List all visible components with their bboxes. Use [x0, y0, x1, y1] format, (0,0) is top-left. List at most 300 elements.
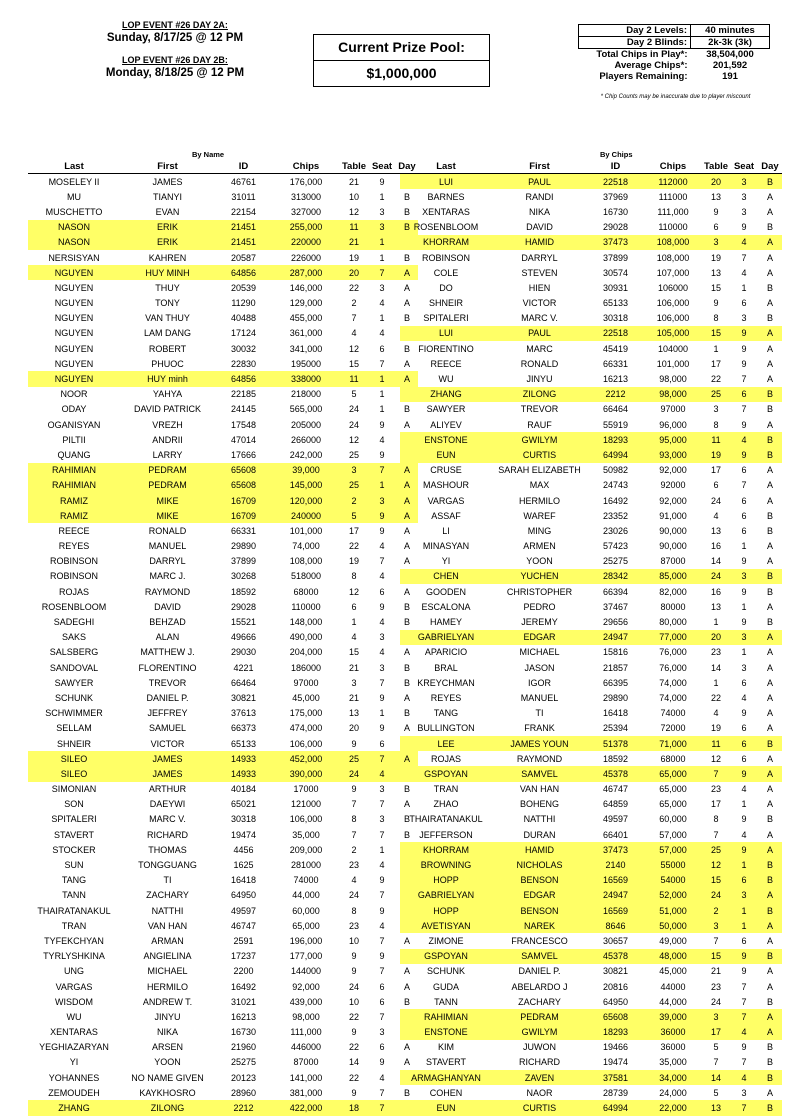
cell-table: 23 — [710, 981, 721, 992]
cell-table: 22 — [348, 541, 359, 552]
cell-last: NASON — [28, 235, 120, 250]
cell-chips: 92,000 — [292, 981, 320, 992]
player-row — [28, 888, 418, 903]
cell-seat: 9 — [741, 1042, 747, 1053]
player-row — [28, 782, 418, 797]
cell-first: ARMEN — [523, 541, 556, 552]
cell-chips: 72000 — [660, 723, 686, 734]
cell-id: 16213 — [602, 374, 629, 385]
cell-seat: 9 — [379, 1057, 385, 1068]
cell-last: SALSBERG — [49, 647, 99, 658]
cell-last: GABRIELYAN — [400, 888, 492, 903]
cell-id: 46747 — [230, 920, 257, 931]
cell-id: 64950 — [602, 996, 629, 1007]
player-row — [400, 675, 782, 690]
cell-id: 24145 — [230, 404, 257, 415]
cell-first: JAMES — [120, 766, 215, 781]
cell-last: THAIRATANAKUL — [409, 814, 483, 825]
cell-table: 4 — [713, 510, 719, 521]
cell-chips: 55000 — [644, 857, 702, 872]
cell-day: A — [766, 480, 773, 491]
player-row — [400, 614, 782, 629]
player-row — [28, 660, 418, 675]
column-header: Day — [758, 160, 782, 174]
cell-chips: 220000 — [272, 235, 340, 250]
cell-seat: 6 — [379, 586, 385, 597]
player-row — [28, 371, 418, 386]
cell-seat: 6 — [741, 677, 747, 688]
cell-table: 25 — [340, 751, 368, 766]
cell-seat: 3 — [379, 1027, 385, 1038]
cell-day: A — [766, 708, 773, 719]
cell-first: TI — [535, 708, 544, 719]
cell-chips: 565,000 — [289, 404, 323, 415]
cell-day: A — [766, 206, 773, 217]
player-row — [400, 736, 782, 751]
cell-id: 46747 — [602, 784, 629, 795]
cell-first: VAN HAN — [147, 920, 188, 931]
cell-chips: 74,000 — [659, 677, 687, 688]
cell-chips: 50,000 — [644, 918, 702, 933]
cell-seat: 6 — [741, 753, 747, 764]
cell-chips: 255,000 — [272, 220, 340, 235]
cell-table: 12 — [348, 343, 359, 354]
cell-id: 30574 — [602, 267, 629, 278]
cell-first: MING — [527, 525, 552, 536]
cell-id: 19474 — [602, 1057, 629, 1068]
cell-last: EUN — [400, 447, 492, 462]
cell-table: 15 — [702, 326, 730, 341]
cell-table: 8 — [351, 814, 357, 825]
cell-day: B — [766, 617, 773, 628]
cell-last: NGUYEN — [54, 313, 94, 324]
cell-seat: 4 — [730, 432, 758, 447]
cell-last: ASSAF — [431, 510, 461, 521]
cell-table: 24 — [702, 888, 730, 903]
cell-first: MAX — [529, 480, 550, 491]
cell-first: MICHAEL — [147, 966, 188, 977]
cell-id: 22185 — [230, 389, 257, 400]
cell-id: 64856 — [215, 371, 272, 386]
cell-last: SHNEIR — [428, 298, 463, 309]
cell-last: APARICIO — [424, 647, 468, 658]
cell-seat: 4 — [379, 617, 385, 628]
cell-last: KHORRAM — [400, 235, 492, 250]
player-row — [28, 827, 418, 842]
cell-last: BROWNING — [400, 857, 492, 872]
cell-chips: 74000 — [660, 708, 686, 719]
cell-table: 6 — [351, 601, 357, 612]
cell-chips: 65,000 — [659, 799, 687, 810]
cell-chips: 34,000 — [644, 1070, 702, 1085]
cell-seat: 6 — [730, 873, 758, 888]
stat-label: Average Chips*: — [614, 60, 688, 71]
cell-table: 2 — [340, 493, 368, 508]
cell-seat: 3 — [379, 206, 385, 217]
player-row — [28, 1040, 418, 1055]
cell-last: REYES — [430, 692, 462, 703]
player-row — [400, 584, 782, 599]
cell-seat: 7 — [368, 265, 396, 280]
cell-id: 2200 — [233, 966, 254, 977]
cell-id: 28960 — [230, 1087, 257, 1098]
cell-seat: 3 — [741, 191, 747, 202]
cell-chips: 76,000 — [659, 662, 687, 673]
cell-last: QUANG — [57, 449, 91, 460]
cell-id: 37467 — [602, 601, 629, 612]
cell-table: 3 — [340, 463, 368, 478]
cell-id: 45419 — [602, 343, 629, 354]
cell-table: 3 — [713, 404, 719, 415]
cell-chips: 106,000 — [289, 814, 323, 825]
cell-id: 65608 — [215, 478, 272, 493]
cell-table: 20 — [702, 174, 730, 190]
cell-id: 50982 — [602, 465, 629, 476]
player-row — [400, 341, 782, 356]
cell-table: 19 — [710, 723, 721, 734]
player-row — [28, 463, 418, 478]
cell-seat: 7 — [379, 677, 385, 688]
cell-first: DAEYWI — [149, 799, 186, 810]
player-row — [400, 296, 782, 311]
tournament-stats — [578, 24, 770, 82]
cell-first: BEHZAD — [149, 617, 186, 628]
cell-day: B — [766, 525, 773, 536]
cell-table: 22 — [710, 692, 721, 703]
cell-table: 25 — [340, 478, 368, 493]
cell-last: ROJAS — [430, 753, 461, 764]
player-row — [400, 979, 782, 994]
player-row — [400, 523, 782, 538]
cell-id: 22518 — [587, 326, 644, 341]
cell-day: A — [758, 766, 782, 781]
player-row — [28, 265, 418, 280]
cell-id: 16709 — [215, 508, 272, 523]
cell-seat: 9 — [379, 905, 385, 916]
cell-seat: 7 — [741, 480, 747, 491]
cell-last: ZHANG — [400, 387, 492, 402]
cell-first: NIKA — [156, 1027, 178, 1038]
player-row — [28, 189, 418, 204]
cell-seat: 9 — [741, 814, 747, 825]
cell-first: JASON — [524, 662, 555, 673]
cell-first: SAMUEL — [148, 723, 186, 734]
cell-chips: 91,000 — [659, 510, 687, 521]
cell-last: ODAY — [61, 404, 87, 415]
cell-id: 29030 — [230, 647, 257, 658]
cell-table: 6 — [713, 222, 719, 233]
cell-table: 21 — [710, 966, 721, 977]
cell-last: GSPOYAN — [400, 766, 492, 781]
cell-id: 15816 — [602, 647, 629, 658]
cell-chips: 74000 — [293, 875, 319, 886]
cell-first: WAREF — [523, 510, 556, 521]
cell-table: 12 — [348, 586, 359, 597]
cell-first: EDGAR — [492, 888, 587, 903]
player-row — [400, 842, 782, 857]
prize-pool-value: $1,000,000 — [314, 60, 489, 86]
cell-first: CHRISTOPHER — [506, 586, 573, 597]
cell-day: A — [396, 751, 418, 766]
player-row — [400, 1040, 782, 1055]
cell-chips: 144000 — [290, 966, 322, 977]
cell-chips: 97000 — [660, 404, 686, 415]
cell-seat: 3 — [730, 888, 758, 903]
cell-first: TIANYI — [152, 191, 182, 202]
cell-seat: 1 — [379, 191, 385, 202]
cell-table: 1 — [713, 617, 719, 628]
cell-chips: 54000 — [644, 873, 702, 888]
cell-chips: 110000 — [658, 222, 688, 233]
cell-last: GSPOYAN — [400, 949, 492, 964]
cell-id: 20587 — [230, 252, 257, 263]
left-table-header — [28, 160, 418, 174]
cell-first: PEDRAM — [120, 478, 215, 493]
cell-chips: 98,000 — [644, 387, 702, 402]
cell-last: JEFFERSON — [419, 829, 473, 840]
cell-last: FIORENTINO — [418, 343, 474, 354]
players-by-chips-table — [400, 160, 782, 1116]
cell-chips: 22,000 — [644, 1100, 702, 1115]
cell-seat: 4 — [741, 692, 747, 703]
cell-id: 18592 — [602, 753, 629, 764]
cell-id: 2212 — [215, 1100, 272, 1115]
column-header: Chips — [272, 160, 340, 174]
player-row — [400, 903, 782, 918]
cell-table: 11 — [702, 736, 730, 751]
cell-id: 16492 — [602, 495, 629, 506]
cell-seat: 7 — [368, 751, 396, 766]
stats-row — [579, 37, 770, 49]
cell-day: A — [403, 282, 410, 293]
cell-seat: 6 — [741, 935, 747, 946]
cell-day: B — [403, 1087, 410, 1098]
player-row — [400, 690, 782, 705]
cell-last: REYES — [58, 541, 90, 552]
cell-first: HAMID — [492, 842, 587, 857]
cell-seat: 9 — [730, 326, 758, 341]
cell-day: A — [403, 935, 410, 946]
cell-day: A — [758, 630, 782, 645]
player-row — [28, 766, 418, 781]
column-header: Table — [341, 161, 367, 172]
cell-seat: 3 — [379, 632, 385, 643]
cell-chips: 92,000 — [659, 465, 687, 476]
cell-table: 7 — [351, 313, 357, 324]
cell-first: ROBERT — [148, 343, 187, 354]
cell-table: 13 — [710, 601, 721, 612]
cell-seat: 1 — [730, 903, 758, 918]
cell-table: 12 — [348, 206, 359, 217]
cell-last: SCHUNK — [54, 692, 93, 703]
cell-seat: 9 — [741, 586, 747, 597]
cell-chips: 186000 — [290, 662, 322, 673]
cell-id: 1625 — [233, 860, 254, 871]
cell-day: A — [403, 966, 410, 977]
cell-chips: 381,000 — [289, 1087, 323, 1098]
cell-id: 16569 — [587, 873, 644, 888]
cell-table: 7 — [351, 799, 357, 810]
cell-seat: 3 — [368, 493, 396, 508]
cell-last: NGUYEN — [54, 328, 94, 339]
cell-first: CURTIS — [492, 447, 587, 462]
player-row — [28, 311, 418, 326]
player-row — [400, 645, 782, 660]
cell-last: ENSTONE — [400, 1025, 492, 1040]
cell-chips: 455,000 — [289, 313, 323, 324]
cell-seat: 6 — [741, 495, 747, 506]
cell-seat: 3 — [368, 220, 396, 235]
cell-seat: 4 — [368, 766, 396, 781]
cell-id: 37613 — [230, 708, 257, 719]
cell-id: 37581 — [587, 1070, 644, 1085]
cell-table: 24 — [348, 981, 359, 992]
player-row — [28, 903, 418, 918]
player-row — [400, 493, 782, 508]
cell-day: A — [758, 235, 782, 250]
player-row — [400, 706, 782, 721]
cell-chips: 209,000 — [289, 844, 323, 855]
cell-id: 29890 — [230, 541, 257, 552]
cell-seat: 1 — [741, 647, 747, 658]
cell-first: NAOR — [526, 1087, 553, 1098]
cell-day: A — [758, 888, 782, 903]
cell-first: NICHOLAS — [492, 857, 587, 872]
cell-id: 11290 — [231, 298, 256, 309]
cell-seat: 7 — [379, 935, 385, 946]
cell-id: 30657 — [602, 935, 629, 946]
cell-id: 29656 — [602, 617, 629, 628]
cell-day: A — [766, 692, 773, 703]
cell-chips: 80,000 — [659, 617, 687, 628]
cell-last: SAKS — [61, 632, 86, 643]
right-table-header — [400, 160, 782, 174]
cell-day: A — [766, 753, 773, 764]
cell-first: ALAN — [155, 632, 180, 643]
cell-id: 66464 — [602, 404, 629, 415]
player-row — [400, 539, 782, 554]
cell-first: RONALD — [520, 358, 559, 369]
player-row — [28, 250, 418, 265]
cell-first: MARC — [526, 343, 553, 354]
column-header: ID — [215, 160, 272, 174]
cell-first: YOON — [526, 556, 553, 567]
player-row — [28, 630, 418, 645]
column-header: Table — [703, 161, 729, 172]
cell-table: 15 — [348, 358, 359, 369]
cell-chips: 65,000 — [292, 920, 320, 931]
cell-chips: 141,000 — [289, 1072, 323, 1083]
cell-id: 37969 — [602, 191, 629, 202]
cell-first: CURTIS — [492, 1100, 587, 1115]
player-row — [400, 371, 782, 386]
cell-last: NGUYEN — [54, 358, 94, 369]
prize-pool-label: Current Prize Pool: — [338, 39, 465, 55]
cell-first: JINYU — [526, 374, 553, 385]
player-row — [400, 1055, 782, 1070]
cell-chips: 518000 — [290, 571, 322, 582]
cell-day: A — [766, 1087, 773, 1098]
player-row — [28, 508, 418, 523]
cell-day: A — [766, 723, 773, 734]
cell-first: MICHAEL — [519, 647, 560, 658]
cell-id: 17124 — [230, 328, 257, 339]
player-row — [400, 660, 782, 675]
cell-table: 22 — [348, 1072, 359, 1083]
stats-row — [579, 60, 770, 71]
cell-day: A — [403, 981, 410, 992]
cell-id: 2212 — [587, 387, 644, 402]
cell-last: KREYCHMAN — [417, 677, 475, 688]
stat-value: 2k-3k (3k) — [691, 37, 770, 49]
cell-last: BRAL — [434, 662, 458, 673]
cell-chips: 57,000 — [659, 829, 687, 840]
player-row — [400, 1100, 782, 1115]
cell-seat: 4 — [379, 328, 385, 339]
cell-table: 2 — [351, 844, 357, 855]
cell-chips: 148,000 — [289, 617, 323, 628]
cell-first: VICTOR — [150, 738, 185, 749]
cell-day: A — [396, 508, 418, 523]
cell-last: KIM — [437, 1042, 454, 1053]
cell-chips: 68000 — [660, 753, 686, 764]
cell-day: B — [766, 404, 773, 415]
cell-first: ZILONG — [120, 1100, 215, 1115]
cell-first: ARTHUR — [148, 784, 187, 795]
cell-first: BOHENG — [519, 799, 559, 810]
player-row — [28, 432, 418, 447]
cell-last: COHEN — [429, 1087, 463, 1098]
cell-id: 8646 — [587, 918, 644, 933]
cell-id: 30318 — [230, 814, 257, 825]
cell-table: 12 — [710, 753, 721, 764]
stats-row — [579, 71, 770, 82]
cell-chips: 98,000 — [292, 1011, 320, 1022]
cell-chips: 17000 — [293, 784, 319, 795]
cell-chips: 121000 — [290, 799, 322, 810]
cell-chips: 106,000 — [656, 313, 690, 324]
player-row — [28, 857, 418, 872]
cell-first: LAM DANG — [143, 328, 191, 339]
cell-chips: 24,000 — [659, 1087, 687, 1098]
cell-table: 21 — [348, 176, 359, 187]
cell-chips: 60,000 — [659, 814, 687, 825]
cell-day: B — [758, 387, 782, 402]
player-row — [28, 1085, 418, 1100]
cell-last: ROBINSON — [49, 571, 98, 582]
cell-id: 16730 — [230, 1027, 257, 1038]
cell-last: YOHANNES — [48, 1072, 100, 1083]
player-row — [28, 1025, 418, 1040]
cell-day: B — [403, 343, 410, 354]
cell-seat: 1 — [379, 708, 385, 719]
cell-last: LI — [442, 525, 450, 536]
cell-id: 47014 — [230, 434, 257, 445]
cell-id: 29028 — [602, 222, 629, 233]
cell-table: 9 — [351, 784, 357, 795]
cell-last: WU — [66, 1011, 82, 1022]
cell-id: 20539 — [230, 282, 257, 293]
cell-id: 66394 — [602, 586, 629, 597]
player-row — [400, 994, 782, 1009]
cell-table: 10 — [348, 935, 359, 946]
cell-chips: 287,000 — [272, 265, 340, 280]
cell-chips: 111000 — [658, 191, 688, 202]
cell-last: LEE — [400, 736, 492, 751]
player-row — [400, 1070, 782, 1085]
cell-chips: 85,000 — [644, 569, 702, 584]
cell-day: B — [403, 313, 410, 324]
